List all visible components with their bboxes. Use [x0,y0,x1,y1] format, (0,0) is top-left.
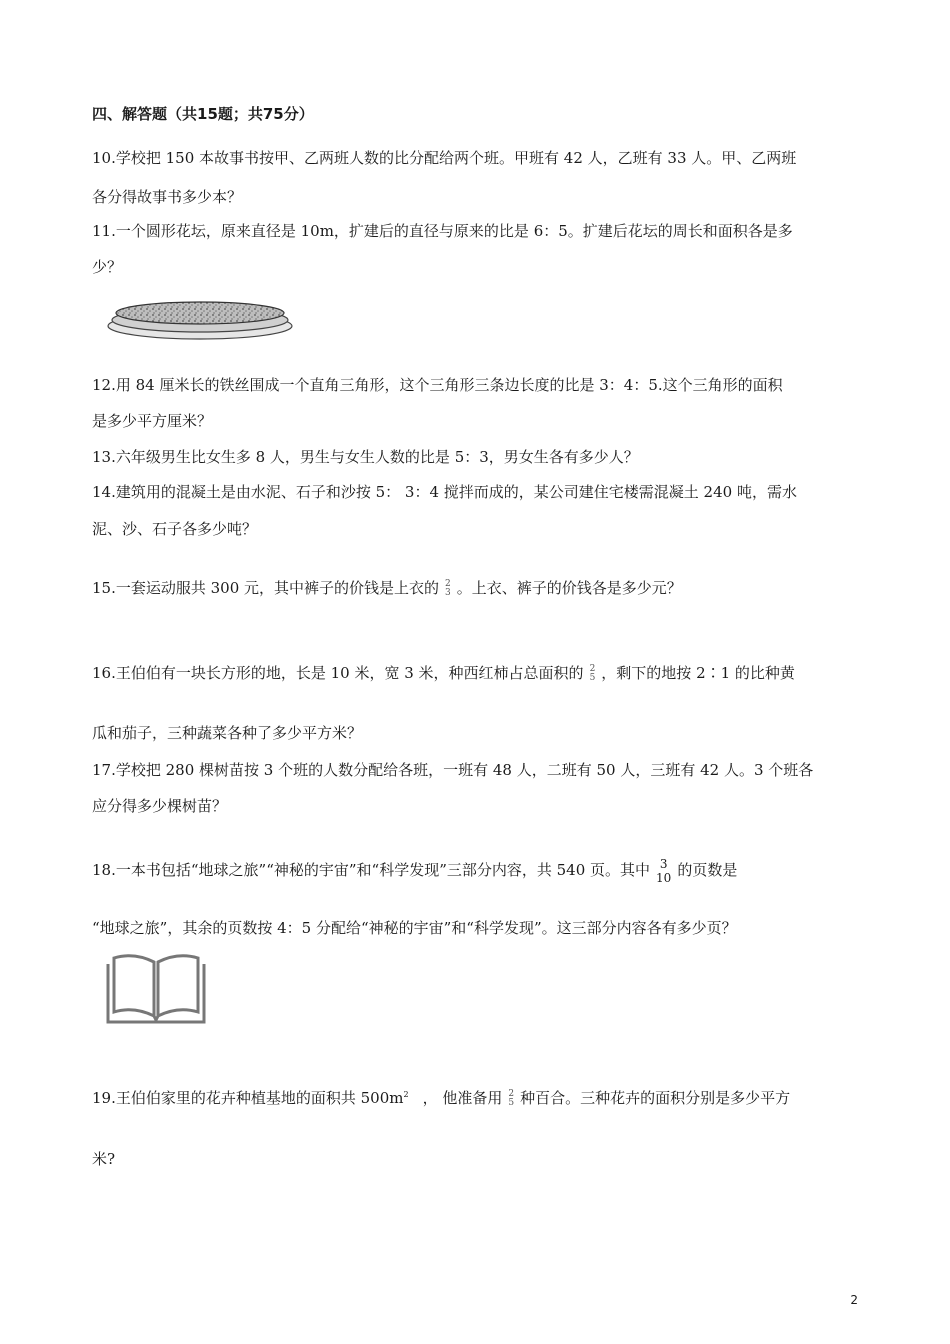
fraction: 2 5 [508,1089,515,1108]
question-19-line-1: 19.王伯伯家里的花卉种植基地的面积共 $500m^2$ ， 他准备用 2 5 种百合。三种花卉的面积分别是多少平方 [92,1089,791,1108]
question-18-line-1: 18.一本书包括“地球之旅”“神秘的宇宙”和“科学发现”三部分内容，共 540 页。其中 3 10 的页数是 [92,857,738,885]
fraction: 3 10 [656,857,672,885]
question-11-line-2: 少？ [92,258,123,276]
open-book-illustration [104,950,208,1028]
question-12-line-1: 12.用 84 厘米长的铁丝围成一个直角三角形，这个三角形三条边长度的比是 3：4：5.这个三角形的面积 [92,376,783,394]
question-16-line-2: 瓜和茄子，三种蔬菜各种了多少平方米？ [92,724,363,742]
question-11-line-1: 11.一个圆形花坛，原来直径是 10m，扩建后的直径与原来的比是 6：5。扩建后花坛的周长和面积各是多 [92,222,793,240]
question-15 [92,578,682,598]
question-13: 13.六年级男生比女生多 8 人，男生与女生人数的比是 5：3，男女生各有多少人？ [92,448,639,466]
question-14-line-1: 14.建筑用的混凝土是由水泥、石子和沙按 5： 3：4 搅拌而成的，某公司建住宅楼需混凝土 240 吨，需水 [92,483,797,501]
question-14-line-2: 泥、沙、石子各多少吨？ [92,520,258,538]
question-15-text-a: 15.一套运动服共 300 元，其中裤子的价钱是上衣的 [92,579,440,597]
question-17-line-2: 应分得多少棵树苗？ [92,797,228,815]
question-10-line-1: 10.学校把 150 本故事书按甲、乙两班人数的比分配给两个班。甲班有 42 人，乙班有 33 人。甲、乙两班 [92,149,797,167]
question-15-text-b: 。上衣、裤子的价钱各是多少元？ [456,579,682,597]
question-16-line-1: 16.王伯伯有一块长方形的地，长是 10 米，宽 3 米，种西红柿占总面积的 2 5 ，剩下的地按 2∶1 的比种黄 [92,664,795,683]
question-10-line-2: 各分得故事书多少本？ [92,188,243,206]
question-18-line-2: “地球之旅”，其余的页数按 4：5 分配给“神秘的宇宙”和“科学发现”。这三部分内容各有多少页？ [92,919,737,937]
question-17-line-1: 17.学校把 280 棵树苗按 3 个班的人数分配给各班，一班有 48 人，二班有 50 人，三班有 42 人。3 个班各 [92,761,814,779]
question-12-line-2: 是多少平方厘米？ [92,412,213,430]
question-19-line-2: 米? [92,1150,116,1168]
fraction: 2 5 [589,664,596,683]
fraction: 2 3 [445,579,451,598]
flowerbed-illustration [104,296,296,344]
section-title: 四、解答题（共15题；共75分） [92,105,314,123]
page-number: 2 [850,1293,858,1307]
